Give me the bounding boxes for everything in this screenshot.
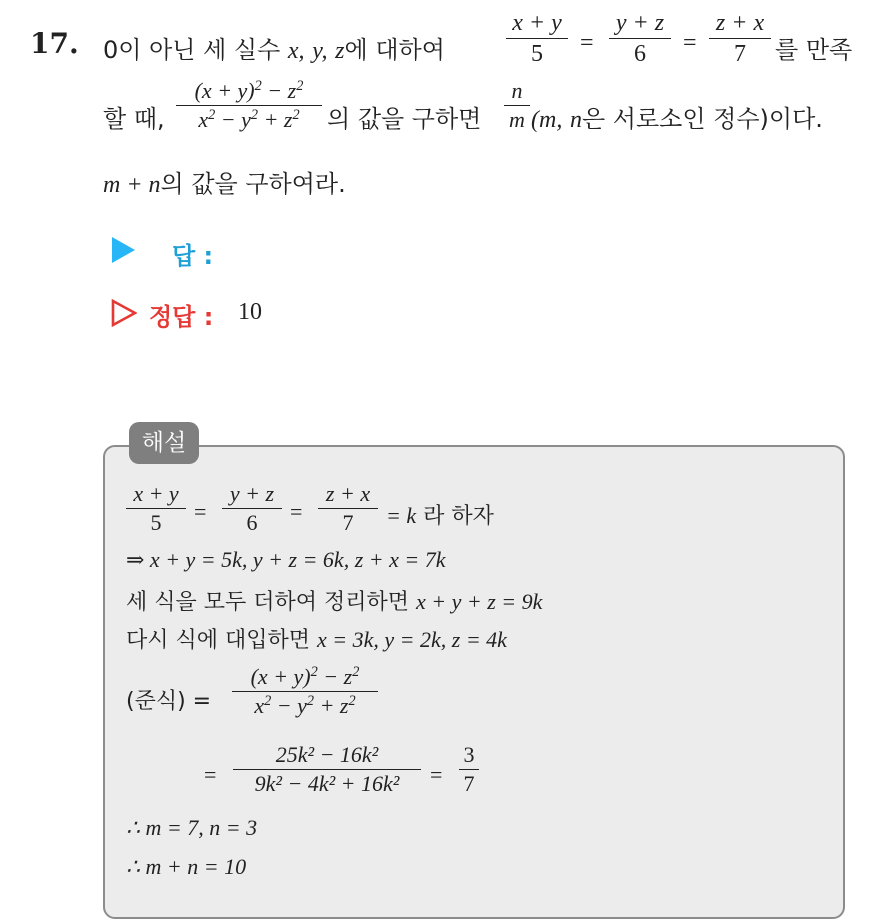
solution-line6-equals: = — [204, 762, 217, 787]
solution-line6-equals-2: = — [430, 762, 443, 787]
problem-number: 17. — [30, 27, 79, 60]
problem-line2-tail: (m, n은 서로소인 정수)이다. — [531, 105, 823, 133]
solution-line2: ⇒ x + y = 5k, y + z = 6k, z + x = 7k — [126, 547, 446, 572]
var-x: x, — [287, 38, 305, 64]
solution-line5-label: (준식) = — [126, 689, 212, 714]
equals-1: = — [580, 30, 594, 56]
solution-line8: ∴ m + n = 10 — [126, 854, 247, 879]
problem-line1 — [103, 30, 445, 65]
particle: 에 대하여 — [344, 36, 445, 64]
problem-line2-lead: 할 때, — [103, 105, 165, 133]
var-y: y, — [312, 38, 328, 64]
problem-intro: 0이 아닌 세 실수 — [103, 36, 281, 64]
solution-line7: ∴ m = 7, n = 3 — [126, 815, 258, 840]
solution-line3: 세 식을 모두 더하여 정리하면 x + y + z = 9k — [126, 589, 543, 615]
correct-answer-value: 10 — [238, 299, 262, 325]
fraction-2: y + z 6 — [609, 11, 671, 66]
solution-fraction-3: z + x 7 — [318, 483, 378, 534]
solution-tag: 해설 — [129, 422, 199, 464]
correct-answer-label: 정답 : — [149, 303, 214, 331]
solution-equals-2: = — [290, 499, 303, 524]
answer-arrow-icon — [112, 237, 135, 263]
fraction-3: z + x 7 — [709, 11, 771, 66]
solution-line1-tail: = k 라 하자 — [386, 503, 494, 529]
solution-line4: 다시 식에 대입하면 x = 3k, y = 2k, z = 4k — [126, 627, 507, 653]
solution-expression-fraction: $(x + y)^2 - z^2$ $x^2 - y^2 + z^2$ — [232, 666, 378, 717]
fraction-n-over-m: n m — [504, 80, 530, 131]
equals-2: = — [683, 30, 697, 56]
var-z: z — [335, 38, 345, 64]
solution-fraction-2: y + z 6 — [222, 483, 282, 534]
answer-label: 답 : — [172, 242, 214, 270]
correct-answer-arrow-icon — [111, 299, 137, 327]
solution-fraction-1: x + y 5 — [126, 483, 186, 534]
problem-line2-mid: 의 값을 구하면 — [327, 105, 482, 133]
problem-line3: m + n의 값을 구하여라. — [103, 170, 346, 198]
solution-result-fraction: 3 7 — [459, 744, 479, 795]
problem-line1-tail: 를 만족 — [775, 36, 853, 64]
solution-equals-1: = — [194, 499, 207, 524]
solution-value-fraction: 25k² − 16k² 9k² − 4k² + 16k² — [233, 744, 421, 795]
expression-fraction: $(x + y)^2 - z^2$ $x^2 - y^2 + z^2$ — [176, 80, 322, 131]
fraction-1: x + y 5 — [506, 11, 568, 66]
